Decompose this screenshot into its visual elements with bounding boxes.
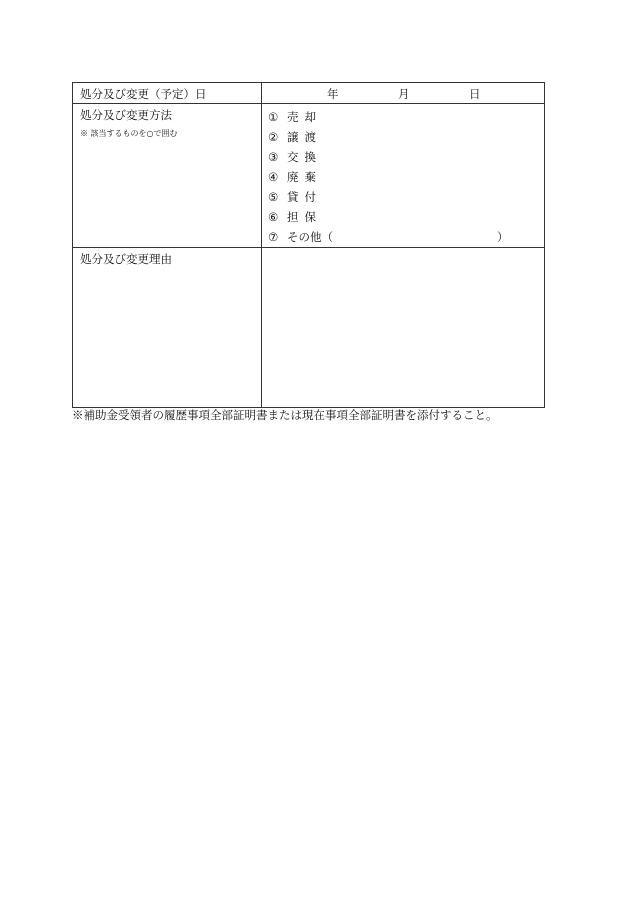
- option-collateral[interactable]: ⑥ 担保: [268, 210, 322, 224]
- option-lending[interactable]: ⑤ 貸付: [268, 190, 322, 204]
- method-note: ※ 該当するものを○で囲む: [80, 129, 178, 138]
- option-exchange[interactable]: ③ 交換: [268, 150, 322, 164]
- date-day-label: 日: [469, 87, 481, 101]
- option-transfer[interactable]: ② 譲渡: [268, 130, 322, 144]
- date-year-label: 年: [327, 87, 339, 101]
- reason-row: [73, 248, 545, 408]
- date-row: [73, 83, 545, 104]
- reason-label-cell: [73, 248, 262, 408]
- date-value-cell[interactable]: [262, 83, 545, 104]
- method-options-list: [262, 104, 544, 247]
- reason-label: 処分及び変更理由: [80, 252, 172, 266]
- method-row: [73, 104, 545, 248]
- attachment-footnote: ※補助金受領者の履歴事項全部証明書または現在事項全部証明書を添付すること。: [72, 408, 498, 422]
- option-disposal[interactable]: ④ 廃棄: [268, 170, 322, 184]
- option-sale[interactable]: ① 売却: [268, 110, 322, 124]
- option-other-close-paren: ）: [497, 230, 509, 244]
- date-month-label: 月: [398, 87, 410, 101]
- method-label-cell: [73, 104, 262, 248]
- method-options-cell: [262, 104, 545, 248]
- date-label-cell: [73, 83, 262, 104]
- date-label: 処分及び変更（予定）日: [80, 87, 207, 101]
- method-label: 処分及び変更方法: [80, 108, 172, 122]
- disposal-form-table: [72, 82, 545, 408]
- reason-input-cell[interactable]: [262, 248, 545, 408]
- option-other[interactable]: ⑦ その他（ ）: [268, 227, 544, 247]
